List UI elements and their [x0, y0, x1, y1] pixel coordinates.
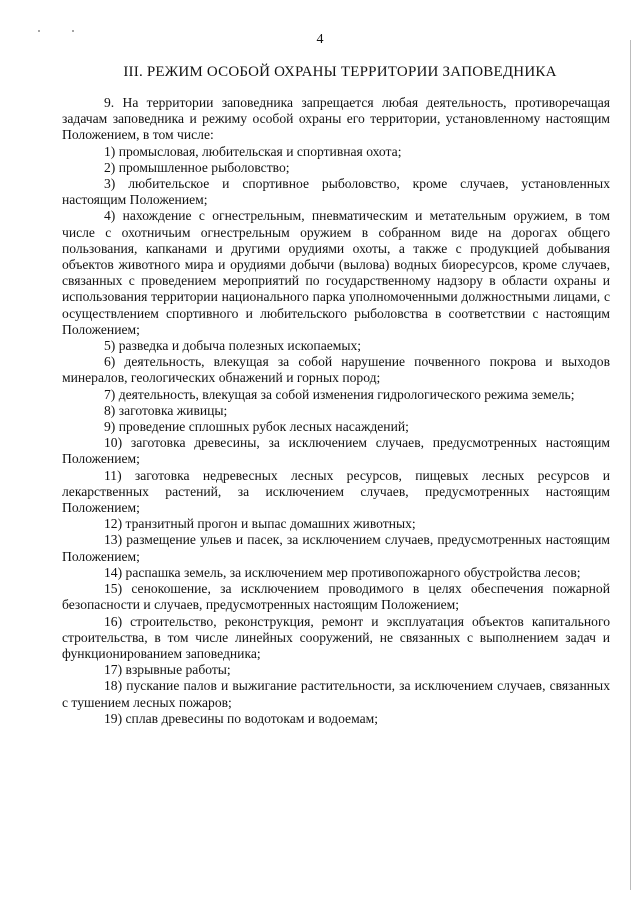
list-item-18: 18) пускание палов и выжигание растительности, за исключением случаев, связанных с тушением лесных пожаров; — [62, 678, 610, 710]
list-item-3: 3) любительское и спортивное рыболовство, кроме случаев, установленных настоящим Положением; — [62, 176, 610, 208]
list-item-2: 2) промышленное рыболовство; — [104, 159, 290, 175]
list-item-16: 16) строительство, реконструкция, ремонт и эксплуатация объектов капитального строительства, в том числе линейных сооружений, не связанных с выполнением задач и функционированием заповедника; — [62, 613, 610, 661]
list-item-11: 11) заготовка недревесных лесных ресурсов, пищевых лесных ресурсов и лекарственных растений, за исключением случаев, предусмотренных настоящим Положением; — [62, 467, 610, 516]
list-item-8: 8) заготовка живицы; — [104, 402, 228, 418]
scan-edge-line — [630, 40, 631, 890]
list-item-19: 19) сплав древесины по водотокам и водоемам; — [104, 710, 378, 726]
list-item-5: 5) разведка и добыча полезных ископаемых; — [104, 338, 362, 354]
section-title: III. РЕЖИМ ОСОБОЙ ОХРАНЫ ТЕРРИТОРИИ ЗАПОВЕДНИКА — [123, 64, 557, 80]
list-item-1: 1) промысловая, любительская и спортивная охота; — [104, 143, 402, 159]
scan-speck — [72, 30, 74, 32]
list-item-10: 10) заготовка древесины, за исключением случаев, предусмотренных настоящим Положением; — [62, 435, 610, 467]
list-item-13: 13) размещение ульев и пасек, за исключением случаев, предусмотренных настоящим Положением; — [62, 532, 610, 564]
list-item-15: 15) сенокошение, за исключением проводимого в целях обеспечения пожарной безопасности и случаев, предусмотренных настоящим Положением; — [62, 581, 610, 613]
list-item-12: 12) транзитный прогон и выпас домашних животных; — [104, 516, 416, 532]
paragraph-9: 9. На территории заповедника запрещается любая деятельность, противоречащая задачам заповедника и режиму особой охраны его территории, установленному настоящим Положением, в том числе: — [62, 95, 610, 143]
list-item-14: 14) распашка земель, за исключением мер противопожарного обустройства лесов; — [104, 564, 581, 580]
document-body — [62, 95, 610, 727]
list-item-9: 9) проведение сплошных рубок лесных насаждений; — [104, 419, 409, 435]
list-item-6: 6) деятельность, влекущая за собой нарушение почвенного покрова и выходов минералов, геологических обнажений и горных пород; — [62, 354, 610, 386]
scan-speck — [38, 30, 40, 32]
list-item-4: 4) нахождение с огнестрельным, пневматическим и метательным оружием, в том числе с охотничьим огнестрельным оружием в собранном виде на дорогах общего пользования, капканами и другими орудиями охоты, а также с продукцией добывания объектов животного мира и орудиями добычи (вылова) водных биоресурсов, кроме случаев, связанных с проведением мероприятий по государственному надзору в области охраны и использования территории национального парка уполномоченными должностными лицами, с осуществлением спортивного и любительского рыболовства в соответствии с настоящим Положением; — [62, 208, 610, 337]
list-item-7: 7) деятельность, влекущая за собой изменения гидрологического режима земель; — [104, 386, 575, 402]
page-number: 4 — [316, 32, 324, 47]
list-item-17: 17) взрывные работы; — [104, 662, 231, 678]
